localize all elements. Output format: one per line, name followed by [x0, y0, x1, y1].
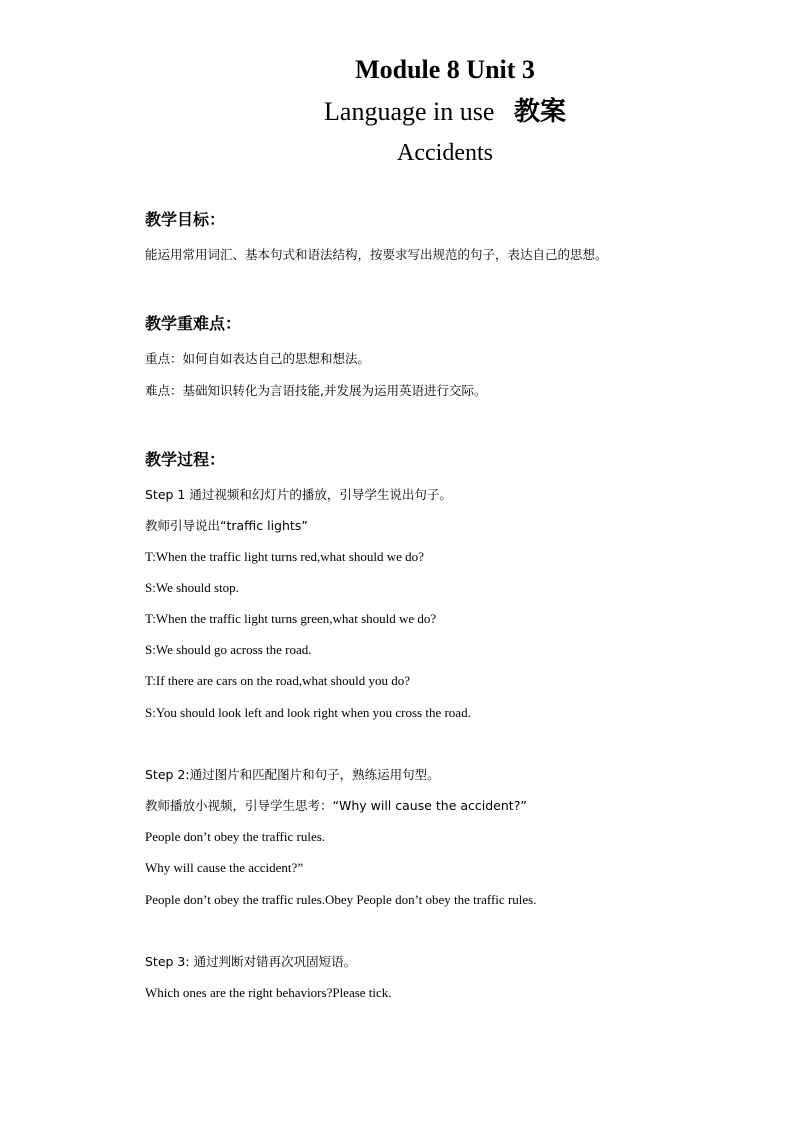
key-point-focus: 重点：如何自如表达自己的思想和想法。: [145, 351, 371, 366]
step2-line: People don’t obey the traffic rules.: [145, 829, 326, 844]
document-subtitle: [200, 95, 690, 129]
step2-line: People don’t obey the traffic rules.Obey People don’t obey the traffic rules.: [145, 892, 537, 907]
step2-title: Step 2:通过图片和匹配图片和句子，熟练运用句型。: [145, 767, 440, 782]
step1-line: 教师引导说出“traffic lights”: [145, 518, 308, 533]
step1-line: S:You should look left and look right when you cross the road.: [145, 705, 471, 720]
step3-line: Which ones are the right behaviors?Please tick.: [145, 985, 392, 1000]
objectives-text: 能运用常用词汇、基本句式和语法结构，按要求写出规范的句子，表达自己的思想。: [145, 247, 608, 262]
key-points-heading: 教学重难点：: [145, 314, 242, 333]
step1-line: T:If there are cars on the road,what should you do?: [145, 673, 411, 688]
step1-title: Step 1 通过视频和幻灯片的播放，引导学生说出句子。: [145, 487, 452, 502]
step3-title: Step 3: 通过判断对错再次巩固短语。: [145, 954, 357, 969]
subtitle-english: Language in use: [324, 97, 495, 126]
objectives-heading: 教学目标：: [145, 210, 226, 229]
subtitle-chinese: 教案: [513, 97, 566, 127]
step1-line: S:We should go across the road.: [145, 642, 312, 657]
key-point-difficulty: 难点：基础知识转化为言语技能,并发展为运用英语进行交际。: [145, 383, 487, 398]
step2-line: 教师播放小视频，引导学生思考：“Why will cause the accident?”: [145, 798, 527, 813]
step1-line: T:When the traffic light turns red,what should we do?: [145, 549, 424, 564]
document-title: Module 8 Unit 3: [355, 55, 535, 84]
step1-line: T:When the traffic light turns green,what should we do?: [145, 611, 437, 626]
step2-line: Why will cause the accident?”: [145, 860, 304, 875]
step1-line: S:We should stop.: [145, 580, 239, 595]
document-topic: Accidents: [397, 140, 493, 166]
process-heading: 教学过程：: [145, 450, 226, 469]
